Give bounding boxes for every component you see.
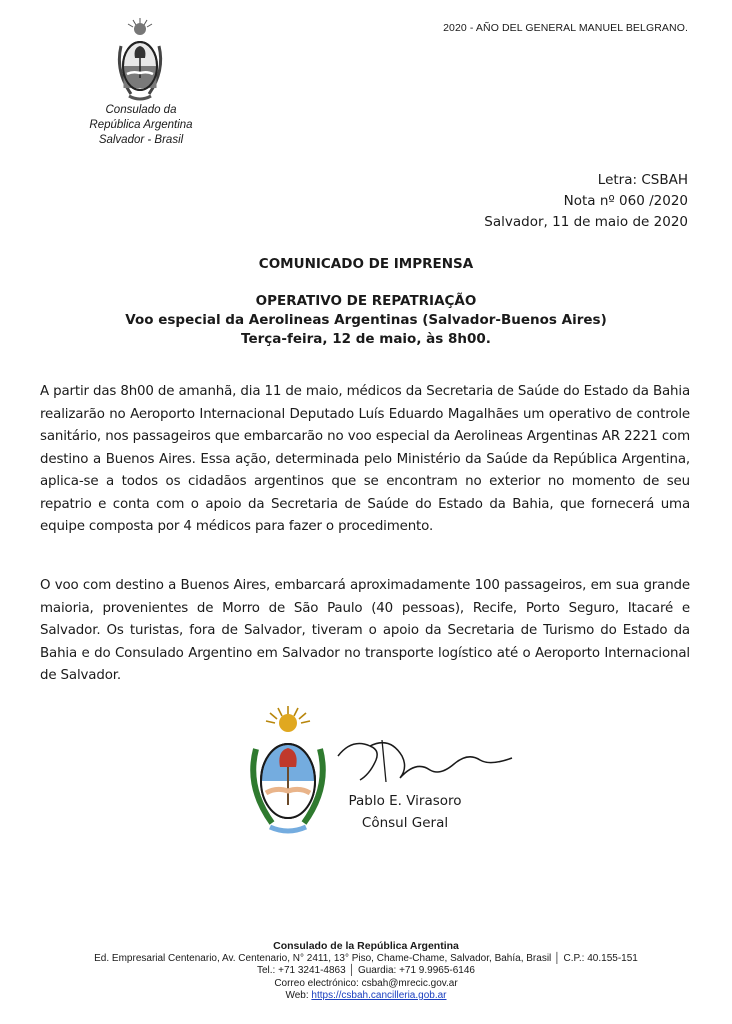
reference-block: [484, 170, 688, 233]
year-motto: 2020 - AÑO DEL GENERAL MANUEL BELGRANO.: [443, 22, 688, 34]
signer-name: Pablo E. Virasoro: [348, 793, 462, 809]
reference-letra: Letra: CSBAH: [597, 172, 688, 188]
footer-email-line: [0, 978, 732, 991]
consulate-line: República Argentina: [89, 119, 193, 131]
operation-titles: [0, 292, 732, 349]
coat-of-arms-icon: [246, 705, 330, 837]
operation-title: OPERATIVO DE REPATRIAÇÃO: [255, 293, 477, 309]
signer-block: [340, 790, 470, 834]
footer-separator: │: [348, 965, 355, 976]
body-paragraph-2: O voo com destino a Buenos Aires, embarcará aproximadamente 100 passageiros, em sua grande maioria, provenientes de Morro de São Paulo (40 pessoas), Recife, Porto Seguro, Itacaré e Salvador. Os turistas, fora de Salvador, tiveram o apoio da Secretaria de Turismo do Estado da Bahia e do Consulado Argentino em Salvador no transporte logístico até o Aeroporto Internacional de Salvador.: [40, 578, 690, 683]
footer-web-label: Web:: [285, 990, 312, 1001]
footer-web-line: [0, 990, 732, 1003]
body-paragraph-1: A partir das 8h00 de amanhã, dia 11 de maio, médicos da Secretaria de Saúde do Estado da Bahia realizarão no Aeroporto Internacional Deputado Luís Eduardo Magalhães um operativo de controle sanitário, nos passageiros que embarcarão no voo especial da Aerolineas Argentinas AR 2221 com destino a Buenos Aires. Essa ação, determinada pelo Ministério da Saúde da República Argentina, aplica-se a todos os cidadãos argentinos que se encontram no exterior no momento de seu repatrio e conta com o apoio da Secretaria de Saúde do Estado da Bahia, que fornecerá uma equipe composta por 4 médicos para fazer o procedimento.: [40, 384, 690, 534]
footer-tel: Tel.: +71 3241-4863: [257, 965, 346, 976]
footer-postal: C.P.: 40.155-151: [563, 952, 638, 964]
consulate-line: Consulado da: [105, 104, 177, 116]
consulate-line: Salvador - Brasil: [98, 134, 184, 146]
reference-nota: Nota nº 060 /2020: [563, 193, 688, 209]
flight-date: Terça-feira, 12 de maio, às 8h00.: [241, 331, 491, 347]
signer-title: Cônsul Geral: [361, 815, 449, 831]
footer-address: Ed. Empresarial Centenario, Av. Centenario, N° 2411, 13° Piso, Chame-Chame, Salvador, Bahía, Brasil: [94, 952, 552, 964]
coat-of-arms-icon: [113, 16, 167, 104]
footer-phone-line: [0, 965, 732, 978]
press-release-title: COMUNICADO DE IMPRENSA: [258, 256, 474, 272]
reference-date: Salvador, 11 de maio de 2020: [484, 214, 688, 230]
footer-separator: │: [554, 952, 561, 964]
footer-web-link[interactable]: https://csbah.cancilleria.gob.ar: [311, 990, 447, 1001]
footer: [0, 940, 732, 1003]
footer-email[interactable]: csbah@mrecic.gov.ar: [361, 977, 458, 989]
handwritten-signature-icon: [330, 720, 520, 800]
consulate-name: [78, 103, 204, 148]
footer-name: Consulado de la República Argentina: [273, 940, 459, 952]
footer-address-line: [0, 953, 732, 966]
flight-title: Voo especial da Aerolineas Argentinas (Salvador-Buenos Aires): [125, 312, 607, 328]
footer-email-label: Correo electrónico:: [274, 977, 362, 989]
footer-guardia: Guardia: +71 9.9965-6146: [357, 965, 475, 976]
